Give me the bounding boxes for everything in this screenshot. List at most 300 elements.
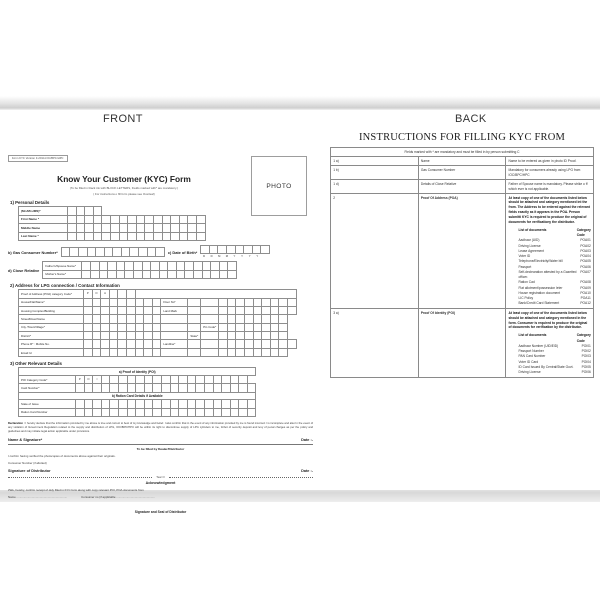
input-cell[interactable] (118, 323, 127, 331)
applicant-date-label[interactable]: Date :- (301, 438, 313, 443)
photo-placeholder[interactable]: PHOTO (251, 156, 307, 216)
input-cell[interactable] (239, 384, 248, 392)
input-cell[interactable] (61, 248, 70, 256)
input-cell[interactable] (108, 270, 117, 278)
input-cell[interactable] (279, 332, 288, 340)
input-cell[interactable] (187, 408, 196, 416)
input-cell[interactable] (109, 298, 118, 306)
input-cell[interactable] (196, 400, 205, 408)
input-cell[interactable] (227, 332, 236, 340)
input-cell[interactable] (136, 400, 145, 408)
input-cell[interactable] (247, 400, 256, 408)
input-cell[interactable] (92, 315, 101, 323)
input-cell[interactable] (152, 323, 161, 331)
input-cell[interactable] (118, 306, 127, 314)
input-cell[interactable] (188, 215, 197, 223)
input-cell[interactable] (262, 332, 271, 340)
input-cell[interactable] (262, 323, 271, 331)
input-cell[interactable] (162, 232, 171, 240)
input-cell[interactable] (279, 298, 288, 306)
input-cell[interactable] (118, 408, 127, 416)
input-cell[interactable] (211, 270, 220, 278)
input-cell[interactable] (239, 375, 248, 383)
input-cell[interactable] (188, 306, 201, 314)
input-cell[interactable] (85, 215, 94, 223)
input-cell[interactable] (236, 323, 245, 331)
input-cell[interactable] (118, 332, 127, 340)
input-cell[interactable] (262, 306, 271, 314)
table-row[interactable] (201, 245, 270, 253)
input-cell[interactable] (227, 315, 236, 323)
input-cell[interactable] (239, 400, 248, 408)
input-cell[interactable] (126, 348, 135, 356)
input-cell[interactable] (126, 315, 135, 323)
input-cell[interactable] (222, 375, 231, 383)
input-cell[interactable] (142, 262, 151, 270)
input-cell[interactable] (162, 224, 171, 232)
input-cell[interactable] (153, 400, 162, 408)
input-cell[interactable] (187, 375, 196, 383)
input-cell[interactable] (68, 215, 77, 223)
input-cell[interactable] (108, 262, 117, 270)
input-cell[interactable] (253, 298, 262, 306)
input-cell[interactable] (202, 262, 211, 270)
input-cell[interactable] (161, 384, 170, 392)
input-cell[interactable] (222, 384, 231, 392)
input-cell[interactable] (116, 262, 125, 270)
input-cell[interactable] (84, 315, 93, 323)
ack-name-field[interactable]: Name ............................................................... (8, 495, 68, 500)
input-cell[interactable] (211, 262, 220, 270)
input-cell[interactable] (253, 315, 262, 323)
input-cell[interactable] (135, 315, 144, 323)
input-cell[interactable] (118, 315, 127, 323)
input-cell[interactable] (153, 215, 162, 223)
input-cell[interactable] (118, 400, 127, 408)
table-row[interactable] (19, 315, 297, 323)
input-cell[interactable] (179, 232, 188, 240)
input-cell[interactable] (101, 400, 110, 408)
input-cell[interactable] (152, 298, 161, 306)
table-row[interactable] (19, 332, 297, 340)
input-cell[interactable] (84, 400, 93, 408)
input-cell[interactable] (152, 348, 161, 356)
input-cell[interactable] (213, 384, 222, 392)
input-cell[interactable] (153, 408, 162, 416)
input-cell[interactable] (102, 215, 111, 223)
input-cell[interactable] (204, 375, 213, 383)
input-cell[interactable] (119, 232, 128, 240)
input-cell[interactable] (161, 323, 188, 331)
input-cell[interactable] (92, 323, 101, 331)
input-cell[interactable] (147, 248, 156, 256)
input-cell[interactable] (213, 408, 222, 416)
input-cell[interactable] (127, 400, 136, 408)
input-cell[interactable] (288, 298, 297, 306)
input-cell[interactable] (227, 323, 236, 331)
input-cell[interactable] (130, 248, 139, 256)
input-cell[interactable] (201, 315, 219, 323)
ack-consumer-field[interactable]: Consumer no (if applicable ................................................ (81, 495, 155, 500)
input-cell[interactable] (245, 306, 254, 314)
input-cell[interactable] (253, 323, 262, 331)
input-cell[interactable] (110, 232, 119, 240)
input-cell[interactable] (101, 408, 110, 416)
input-cell[interactable] (68, 232, 77, 240)
input-cell[interactable] (188, 224, 197, 232)
table-row[interactable] (19, 384, 256, 392)
input-cell[interactable] (201, 298, 219, 306)
input-cell[interactable] (161, 348, 188, 356)
input-cell[interactable] (109, 323, 118, 331)
input-cell[interactable] (82, 270, 91, 278)
input-cell[interactable] (110, 224, 119, 232)
input-cell[interactable] (227, 306, 236, 314)
input-cell[interactable] (219, 315, 228, 323)
input-cell[interactable] (135, 306, 144, 314)
input-cell[interactable] (253, 340, 262, 348)
input-cell[interactable] (227, 245, 236, 253)
input-cell[interactable] (245, 323, 254, 331)
input-cell[interactable] (196, 215, 205, 223)
input-cell[interactable] (230, 408, 239, 416)
input-cell[interactable] (119, 215, 128, 223)
input-cell[interactable] (270, 306, 279, 314)
input-cell[interactable] (118, 375, 127, 383)
input-cell[interactable] (109, 348, 118, 356)
input-cell[interactable] (219, 340, 228, 348)
input-cell[interactable] (171, 232, 180, 240)
input-cell[interactable] (139, 248, 148, 256)
input-cell[interactable] (222, 400, 231, 408)
input-cell[interactable] (93, 207, 102, 215)
input-cell[interactable] (230, 400, 239, 408)
input-cell[interactable] (68, 207, 77, 215)
table-row[interactable] (19, 323, 297, 331)
input-cell[interactable] (92, 306, 101, 314)
input-cell[interactable] (262, 348, 271, 356)
input-cell[interactable] (76, 408, 85, 416)
input-cell[interactable] (228, 262, 237, 270)
input-cell[interactable] (135, 323, 144, 331)
input-cell[interactable] (118, 348, 127, 356)
input-cell[interactable] (109, 340, 118, 348)
input-cell[interactable] (262, 340, 271, 348)
input-cell[interactable] (204, 384, 213, 392)
input-cell[interactable] (152, 306, 161, 314)
input-cell[interactable] (90, 262, 99, 270)
input-cell[interactable] (145, 232, 154, 240)
input-cell[interactable] (179, 215, 188, 223)
input-cell[interactable] (244, 245, 253, 253)
input-cell[interactable] (78, 248, 87, 256)
input-cell[interactable] (245, 332, 254, 340)
input-cell[interactable] (144, 306, 153, 314)
input-cell[interactable] (156, 248, 165, 256)
input-cell[interactable] (219, 323, 228, 331)
input-cell[interactable] (101, 306, 110, 314)
input-cell[interactable] (151, 270, 160, 278)
input-cell[interactable] (118, 340, 127, 348)
input-cell[interactable] (110, 384, 119, 392)
input-cell[interactable] (113, 248, 122, 256)
table-row[interactable] (43, 270, 237, 278)
input-cell[interactable] (196, 408, 205, 416)
input-cell[interactable] (153, 224, 162, 232)
input-cell[interactable] (194, 270, 203, 278)
input-cell[interactable] (144, 384, 153, 392)
input-cell[interactable] (245, 298, 254, 306)
input-cell[interactable] (261, 245, 270, 253)
input-cell[interactable] (84, 408, 93, 416)
input-cell[interactable] (76, 400, 85, 408)
input-cell[interactable] (101, 384, 110, 392)
input-cell[interactable] (135, 340, 144, 348)
input-cell[interactable] (204, 408, 213, 416)
input-cell[interactable] (101, 340, 110, 348)
input-cell[interactable] (118, 290, 127, 298)
table-row[interactable] (19, 400, 256, 408)
input-cell[interactable] (101, 315, 110, 323)
input-cell[interactable] (110, 215, 119, 223)
input-cell[interactable] (179, 384, 188, 392)
input-cell[interactable] (82, 262, 91, 270)
input-cell[interactable] (196, 232, 205, 240)
input-cell[interactable] (227, 298, 236, 306)
input-cell[interactable] (247, 408, 256, 416)
input-cell[interactable] (110, 400, 119, 408)
input-cell[interactable] (201, 348, 219, 356)
input-cell[interactable] (253, 332, 262, 340)
input-cell[interactable] (152, 340, 161, 348)
input-cell[interactable] (288, 306, 297, 314)
input-cell[interactable] (152, 315, 161, 323)
input-cell[interactable] (270, 340, 279, 348)
input-cell[interactable] (84, 340, 93, 348)
input-cell[interactable] (90, 270, 99, 278)
input-cell[interactable] (204, 400, 213, 408)
input-cell[interactable] (194, 262, 203, 270)
input-cell[interactable] (161, 332, 188, 340)
input-cell[interactable] (188, 232, 197, 240)
input-cell[interactable] (144, 315, 153, 323)
input-cell[interactable] (188, 340, 201, 348)
input-cell[interactable] (153, 232, 162, 240)
input-cell[interactable] (145, 215, 154, 223)
input-cell[interactable] (185, 262, 194, 270)
input-cell[interactable] (135, 348, 144, 356)
input-cell[interactable] (76, 384, 85, 392)
table-row[interactable] (19, 306, 297, 314)
table-row[interactable] (43, 262, 237, 270)
input-cell[interactable] (270, 332, 279, 340)
input-cell[interactable] (126, 340, 135, 348)
input-cell[interactable] (85, 207, 94, 215)
input-cell[interactable] (262, 315, 271, 323)
input-cell[interactable] (142, 270, 151, 278)
table-row[interactable] (19, 340, 297, 348)
input-cell[interactable] (76, 224, 85, 232)
input-cell[interactable] (227, 348, 236, 356)
table-row[interactable] (61, 248, 164, 256)
input-cell[interactable] (161, 315, 188, 323)
input-cell[interactable] (84, 332, 93, 340)
input-cell[interactable] (219, 348, 228, 356)
input-cell[interactable] (126, 298, 135, 306)
input-cell[interactable] (125, 270, 134, 278)
input-cell[interactable] (109, 315, 118, 323)
input-cell[interactable] (170, 375, 179, 383)
consumer-number-label[interactable]: Consumer Number (if allotted) (8, 461, 47, 466)
input-cell[interactable] (219, 262, 228, 270)
input-cell[interactable] (222, 408, 231, 416)
input-cell[interactable] (236, 298, 245, 306)
table-row[interactable] (19, 375, 256, 383)
input-cell[interactable] (128, 215, 137, 223)
input-cell[interactable] (262, 298, 271, 306)
input-cell[interactable] (126, 332, 135, 340)
input-cell[interactable] (219, 332, 228, 340)
input-cell[interactable] (99, 270, 108, 278)
input-cell[interactable] (144, 348, 153, 356)
input-cell[interactable] (279, 315, 288, 323)
input-cell[interactable] (161, 400, 170, 408)
input-cell[interactable] (84, 306, 93, 314)
input-cell[interactable] (136, 224, 145, 232)
input-cell[interactable] (109, 332, 118, 340)
input-cell[interactable] (116, 270, 125, 278)
input-cell[interactable] (170, 384, 179, 392)
input-cell[interactable] (168, 270, 177, 278)
input-cell[interactable] (168, 262, 177, 270)
input-cell[interactable] (70, 248, 79, 256)
input-cell[interactable] (201, 306, 219, 314)
input-cell[interactable] (126, 323, 135, 331)
table-row[interactable] (19, 298, 297, 306)
input-cell[interactable] (179, 224, 188, 232)
input-cell[interactable] (144, 400, 153, 408)
input-cell[interactable] (236, 348, 245, 356)
table-row[interactable] (19, 408, 256, 416)
input-cell[interactable] (127, 384, 136, 392)
input-cell[interactable] (252, 245, 261, 253)
input-cell[interactable] (209, 245, 218, 253)
input-cell[interactable] (201, 340, 219, 348)
input-cell[interactable] (84, 298, 93, 306)
input-cell[interactable] (144, 408, 153, 416)
input-cell[interactable] (144, 332, 153, 340)
input-cell[interactable] (270, 298, 279, 306)
input-cell[interactable] (135, 332, 144, 340)
input-cell[interactable] (219, 298, 228, 306)
input-cell[interactable] (110, 375, 119, 383)
input-cell[interactable] (279, 348, 288, 356)
input-cell[interactable] (127, 375, 136, 383)
input-cell[interactable] (247, 384, 256, 392)
input-cell[interactable] (135, 298, 144, 306)
input-cell[interactable] (218, 245, 227, 253)
input-cell[interactable] (104, 248, 113, 256)
input-cell[interactable] (188, 323, 201, 331)
input-cell[interactable] (227, 340, 236, 348)
input-cell[interactable] (101, 298, 110, 306)
input-cell[interactable] (84, 348, 93, 356)
input-cell[interactable] (179, 408, 188, 416)
input-cell[interactable] (92, 332, 101, 340)
input-cell[interactable] (245, 315, 254, 323)
input-cell[interactable] (136, 384, 145, 392)
input-cell[interactable] (119, 224, 128, 232)
input-cell[interactable] (144, 298, 153, 306)
input-cell[interactable] (128, 224, 137, 232)
table-row[interactable] (19, 348, 297, 356)
input-cell[interactable] (92, 298, 101, 306)
input-cell[interactable] (219, 270, 228, 278)
input-cell[interactable] (136, 375, 145, 383)
input-cell[interactable] (93, 232, 102, 240)
input-cell[interactable] (279, 306, 288, 314)
input-cell[interactable] (253, 348, 262, 356)
input-cell[interactable] (128, 232, 137, 240)
input-cell[interactable] (288, 340, 297, 348)
input-cell[interactable] (118, 298, 127, 306)
input-cell[interactable] (162, 215, 171, 223)
input-cell[interactable] (93, 384, 102, 392)
input-cell[interactable] (201, 332, 219, 340)
input-cell[interactable] (279, 340, 288, 348)
input-cell[interactable] (76, 232, 85, 240)
input-cell[interactable] (245, 348, 254, 356)
input-cell[interactable] (126, 306, 135, 314)
input-cell[interactable] (236, 340, 245, 348)
date-of-birth-boxes[interactable] (200, 245, 270, 254)
gas-consumer-number-boxes[interactable] (61, 247, 165, 256)
input-cell[interactable] (176, 262, 185, 270)
input-cell[interactable] (270, 315, 279, 323)
input-cell[interactable] (201, 245, 210, 253)
input-cell[interactable] (171, 215, 180, 223)
input-cell[interactable] (127, 408, 136, 416)
input-cell[interactable] (188, 348, 201, 356)
input-cell[interactable] (236, 332, 245, 340)
input-cell[interactable] (270, 323, 279, 331)
input-cell[interactable] (118, 384, 127, 392)
input-cell[interactable] (196, 384, 205, 392)
input-cell[interactable] (176, 270, 185, 278)
input-cell[interactable] (179, 375, 188, 383)
input-cell[interactable] (219, 306, 228, 314)
input-cell[interactable] (187, 400, 196, 408)
input-cell[interactable] (93, 215, 102, 223)
table-row[interactable] (19, 290, 297, 298)
input-cell[interactable] (109, 306, 118, 314)
input-cell[interactable] (101, 323, 110, 331)
input-cell[interactable] (188, 315, 201, 323)
input-cell[interactable] (196, 375, 205, 383)
input-cell[interactable] (228, 270, 237, 278)
input-cell[interactable] (230, 375, 239, 383)
input-cell[interactable] (187, 384, 196, 392)
input-cell[interactable] (279, 323, 288, 331)
input-cell[interactable] (87, 248, 96, 256)
input-cell[interactable] (161, 375, 170, 383)
input-cell[interactable] (245, 340, 254, 348)
input-cell[interactable] (110, 408, 119, 416)
input-cell[interactable] (133, 270, 142, 278)
input-cell[interactable] (125, 262, 134, 270)
input-cell[interactable] (109, 290, 118, 298)
input-cell[interactable] (213, 400, 222, 408)
